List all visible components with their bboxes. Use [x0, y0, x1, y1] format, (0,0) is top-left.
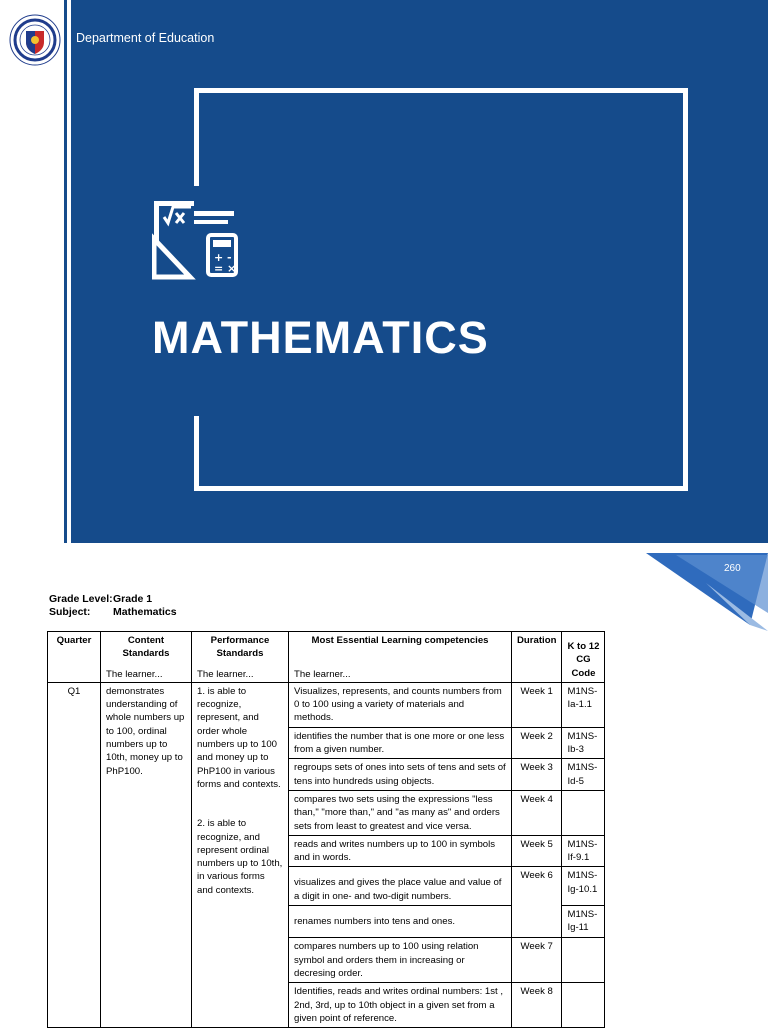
grade-label: Grade Level: — [49, 593, 113, 605]
code-cell — [562, 938, 605, 983]
performance-standard-2: 2. is able to recognize, and represent ordinal numbers up to 10th, in various forms and contexts. — [197, 818, 283, 896]
code-cell: M1NS-If-9.1 — [562, 835, 605, 867]
header-melc: Most Essential Learning competencies — [289, 632, 512, 667]
department-name: Department of Education — [76, 31, 215, 45]
frame-left-bottom — [194, 416, 199, 491]
code-cell — [562, 790, 605, 835]
learner-melc: The learner... — [289, 667, 512, 683]
cover-title: MATHEMATICS — [152, 312, 489, 363]
competency-cell: Visualizes, represents, and counts numbers from 0 to 100 using a variety of materials and methods. — [289, 682, 512, 727]
learner-duration-empty — [512, 667, 562, 683]
code-cell: M1NS-Ib-3 — [562, 727, 605, 759]
frame-bottom — [194, 486, 688, 491]
page-number: 260 — [724, 563, 741, 574]
duration-cell: Week 7 — [512, 938, 562, 983]
duration-cell: Week 3 — [512, 759, 562, 791]
frame-right — [683, 88, 688, 491]
frame-top — [194, 88, 688, 93]
code-cell: M1NS-Ig-11 — [562, 906, 605, 938]
competency-cell: compares numbers up to 100 using relation symbol and orders them in increasing or decresing order. — [289, 938, 512, 983]
svg-text:+ -: + - — [214, 251, 232, 264]
performance-standard-1: 1. is able to recognize, represent, and order whole numbers up to 100 and money up to PhP100 in various forms and contexts. — [197, 685, 281, 790]
competency-cell: renames numbers into tens and ones. — [289, 906, 512, 938]
svg-text:= ×: = × — [214, 262, 237, 275]
competency-cell: Identifies, reads and writes ordinal numbers: 1st , 2nd, 3rd, up to 10th object in a given set from a given point of reference. — [289, 983, 512, 1028]
header-content-standards: Content Standards — [101, 632, 192, 667]
header-quarter: Quarter — [48, 632, 101, 667]
subject-label: Subject: — [49, 606, 91, 618]
duration-cell: Week 4 — [512, 790, 562, 835]
competency-cell: regroups sets of ones into sets of tens and sets of tens into hundreds using objects. — [289, 759, 512, 791]
curriculum-table — [47, 631, 605, 1028]
deped-seal-icon — [9, 14, 61, 66]
duration-cell: Week 5 — [512, 835, 562, 867]
header-duration: Duration — [512, 632, 562, 667]
content-standard-cell: demonstrates understanding of whole numbers up to 100, ordinal numbers up to 10th, money up to PhP100. — [101, 682, 192, 1027]
duration-cell: Week 2 — [512, 727, 562, 759]
competency-cell: visualizes and gives the place value and value of a digit in one- and two-digit numbers. — [289, 867, 512, 906]
math-tools-icon — [152, 199, 240, 281]
grade-value: Grade 1 — [113, 593, 153, 605]
duration-cell: Week 8 — [512, 983, 562, 1028]
header-cg-code: K to 12 CG Code — [562, 632, 605, 683]
subject-line — [49, 606, 177, 618]
learner-empty — [48, 667, 101, 683]
competency-cell: compares two sets using the expressions "less than," "more than," and "as many as" and orders sets from least to greatest and vice versa. — [289, 790, 512, 835]
learner-performance: The learner... — [192, 667, 289, 683]
subject-value: Mathematics — [113, 606, 177, 618]
code-cell — [562, 983, 605, 1028]
header-performance-standards: Performance Standards — [192, 632, 289, 667]
page-corner-decoration — [646, 553, 768, 631]
learner-row — [48, 667, 605, 683]
duration-cell: Week 6 — [512, 867, 562, 938]
code-cell: M1NS-Ig-10.1 — [562, 867, 605, 906]
cover-edge-line — [64, 0, 67, 543]
table-header-row — [48, 632, 605, 667]
competency-cell: identifies the number that is one more or one less from a given number. — [289, 727, 512, 759]
competency-cell: reads and writes numbers up to 100 in symbols and in words. — [289, 835, 512, 867]
quarter-cell: Q1 — [48, 682, 101, 1027]
grade-level-line — [49, 593, 152, 605]
code-cell: M1NS-Id-5 — [562, 759, 605, 791]
frame-left-top — [194, 88, 199, 186]
learner-content: The learner... — [101, 667, 192, 683]
performance-standard-cell — [192, 682, 289, 1027]
duration-cell: Week 1 — [512, 682, 562, 727]
code-cell: M1NS-Ia-1.1 — [562, 682, 605, 727]
table-row — [48, 682, 605, 727]
